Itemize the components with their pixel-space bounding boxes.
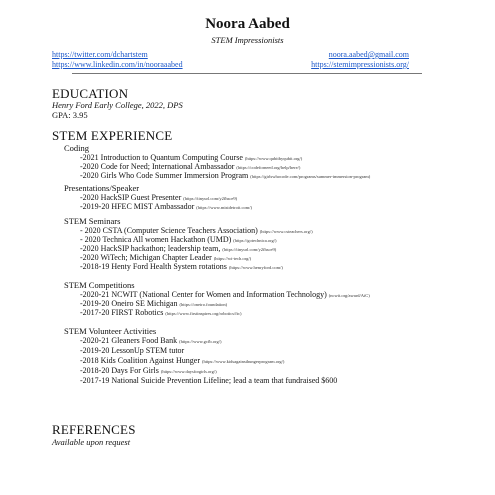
item-url[interactable]: (https://www.daysforgirls.org/)	[160, 369, 217, 374]
item-url[interactable]: (https://wi-tech.org/)	[213, 256, 252, 261]
item-url[interactable]: (https://oneiro.foundation)	[179, 302, 228, 307]
item-url[interactable]: (https://girlswhocode.com/programs/summer-immersion-program)	[250, 174, 371, 179]
list-item: -2018-19 Henty Ford Health System rotations (https://www.henryford.com/)	[80, 262, 283, 271]
volunteer-label: STEM Volunteer Activities	[64, 326, 157, 336]
twitter-link[interactable]: https://twitter.com/dchartstem	[52, 50, 148, 59]
list-item: -2020 HackSIP Guest Presenter (https://tinyurl.com/y2fhsce9)	[80, 193, 238, 202]
list-item: - 2020 CSTA (Computer Science Teachers Association) (https://www.csteachers.org/)	[80, 226, 313, 235]
list-item: -2021 Introduction to Quantum Computing Course (https://www.qubitbyqubit.org/)	[80, 153, 303, 162]
website-link[interactable]: https://stemimpressionists.org/	[311, 60, 409, 69]
list-item: -2020 Girls Who Code Summer Immersion Program (https://girlswhocode.com/programs/summer-immersion-program)	[80, 171, 371, 180]
item-url[interactable]: (https://tinyurl.com/y2fhsce9)	[183, 196, 238, 201]
list-item: -2019-20 Oneiro SE Michigan (https://oneiro.foundation)	[80, 299, 228, 308]
email-link[interactable]: noora.aabed@gmail.com	[328, 50, 409, 59]
item-url[interactable]: (https://codeforneed.org/help/here/)	[236, 165, 301, 170]
item-url[interactable]: (https://www.gcfb.org/)	[179, 339, 222, 344]
education-gpa: GPA: 3.95	[52, 110, 88, 120]
subtitle: STEM Impressionists	[211, 35, 284, 45]
linkedin-link[interactable]: https://www.linkedin.com/in/nooraaabed	[52, 60, 183, 69]
item-url[interactable]: (ncwit.org/award/AiC)	[328, 293, 370, 298]
seminars-label: STEM Seminars	[64, 216, 121, 226]
education-school: Henry Ford Early College, 2022, DPS	[52, 100, 183, 110]
list-item: -2020 WiTech; Michigan Chapter Leader (https://wi-tech.org/)	[80, 253, 252, 262]
list-item: -2017-20 FIRST Robotics (https://www.firstinspires.org/robotics/ftc)	[80, 308, 242, 317]
presentations-label: Presentations/Speaker	[64, 183, 140, 193]
item-url[interactable]: (https://www.firstinspires.org/robotics/ftc)	[165, 311, 242, 316]
list-item: -2020-21 Gleaners Food Bank (https://www.gcfb.org/)	[80, 336, 222, 345]
list-item: -2019-20 LessonUp STEM tutor	[80, 346, 185, 355]
item-url[interactable]: (https://www.mistdetroit.com/)	[196, 205, 252, 210]
name-heading: Noora Aabed	[205, 16, 290, 32]
item-url[interactable]: (https://www.csteachers.org/)	[259, 229, 313, 234]
references-heading: REFERENCES	[52, 422, 136, 437]
item-url[interactable]: (https://tinyurl.com/y2fhsce9)	[222, 247, 277, 252]
header-divider	[72, 73, 422, 74]
stem-experience-heading: STEM EXPERIENCE	[52, 128, 173, 143]
references-note: Available upon request	[52, 437, 131, 447]
list-item: -2018-20 Days For Girls (https://www.daysforgirls.org/)	[80, 366, 217, 375]
education-heading: EDUCATION	[52, 86, 129, 101]
item-url[interactable]: (https://www.kidsagainsthungerprogram.org/)	[202, 359, 285, 364]
list-item: -2019-20 HFEC MIST Ambassador (https://www.mistdetroit.com/)	[80, 202, 252, 211]
item-url[interactable]: (https://gotechnica.org/)	[233, 238, 277, 243]
coding-label: Coding	[64, 143, 90, 153]
list-item: -2020-21 NCWIT (National Center for Women and Information Technology) (ncwit.org/award/AiC)	[80, 290, 370, 299]
list-item: - 2020 Technica All women Hackathon (UMD) (https://gotechnica.org/)	[80, 235, 277, 244]
list-item: -2018 Kids Coalition Against Hunger (https://www.kidsagainsthungerprogram.org/)	[80, 356, 285, 365]
list-item: -2020 Code for Need; International Ambassador (https://codeforneed.org/help/here/)	[80, 162, 301, 171]
competitions-label: STEM Competitions	[64, 280, 135, 290]
item-url[interactable]: (https://www.qubitbyqubit.org/)	[244, 156, 303, 161]
list-item: -2020 HackSIP hackathon; leadership team, (https://tinyurl.com/y2fhsce9)	[80, 244, 277, 253]
list-item: -2017-19 National Suicide Prevention Lifeline; lead a team that fundraised $600	[80, 376, 338, 385]
item-url[interactable]: (https://www.henryford.com/)	[228, 265, 283, 270]
